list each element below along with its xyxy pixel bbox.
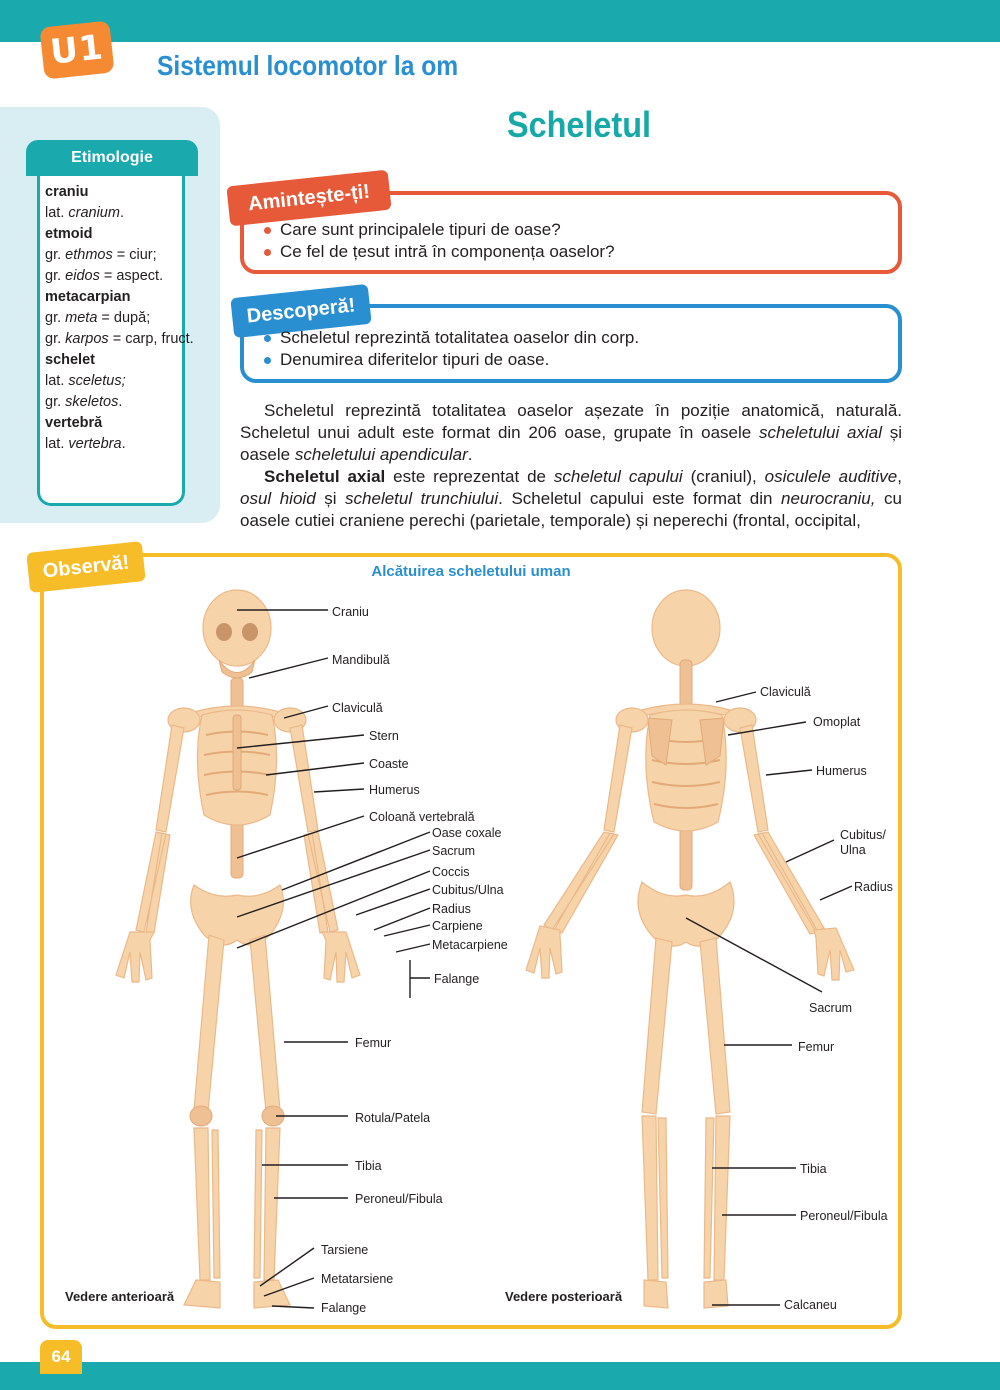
- label-radius: Radius: [854, 880, 893, 894]
- page-number: 64: [40, 1340, 82, 1374]
- etymology-suffix: = aspect.: [99, 268, 164, 284]
- page-title: Scheletul: [506, 104, 652, 145]
- observe-tag: Observă!: [26, 541, 146, 593]
- femur-shape: [700, 938, 730, 1114]
- etymology-prefix: lat.: [45, 373, 69, 389]
- eye-socket-shape: [216, 623, 232, 641]
- paragraph: [240, 466, 902, 532]
- skull-shape: [203, 590, 271, 666]
- bottom-color-bar: [0, 1362, 1000, 1390]
- discover-tag: Descoperă!: [230, 284, 371, 338]
- remember-tag: Amintește-ți!: [226, 170, 391, 227]
- etymology-entry: [45, 350, 195, 413]
- paragraph: [240, 400, 902, 466]
- label-peroneul-fibula: Peroneul/Fibula: [355, 1192, 443, 1206]
- discover-list: [262, 327, 639, 371]
- etymology-suffix: = carp, fruct.: [108, 331, 194, 347]
- lower-leg-shape: [642, 1116, 668, 1280]
- label-coloana-vertebrala: Coloană vertebrală: [369, 810, 475, 824]
- femur-shape: [250, 935, 280, 1112]
- anterior-skeleton: [116, 590, 360, 1308]
- label-tarsiene: Tarsiene: [321, 1243, 369, 1257]
- humerus-shape: [156, 725, 184, 832]
- etymology-suffix: = ciur;: [112, 247, 157, 263]
- etymology-line: [45, 308, 195, 329]
- forearm-shape: [136, 832, 170, 933]
- etymology-entry: [45, 182, 195, 224]
- etymology-term: schelet: [45, 352, 95, 368]
- text-run: scheletul capului: [553, 467, 683, 486]
- label-calcaneu: Calcaneu: [784, 1298, 837, 1312]
- leader-line: [266, 763, 364, 775]
- etymology-word: meta: [65, 310, 98, 326]
- label-femur: Femur: [355, 1036, 392, 1050]
- foot-shape: [644, 1280, 668, 1308]
- label-metacarpiene: Metacarpiene: [432, 938, 508, 952]
- humerus-shape: [740, 725, 768, 832]
- leader-line: [282, 832, 430, 890]
- label-oase-coxale: Oase coxale: [432, 826, 502, 840]
- label-craniu: Craniu: [332, 605, 369, 619]
- leader-line: [820, 886, 852, 900]
- list-item: Scheletul reprezintă totalitatea oaselor din corp.: [262, 327, 639, 349]
- label-sacrum: Sacrum: [809, 1001, 853, 1015]
- skeleton-figure: [44, 560, 900, 1326]
- top-color-bar: [0, 0, 1000, 42]
- label-rotula-patela: Rotula/Patela: [355, 1111, 431, 1125]
- label-falange-foot: Falange: [321, 1301, 367, 1315]
- label-omoplat: Omoplat: [813, 715, 861, 729]
- text-run: scheletului axial: [758, 423, 882, 442]
- leader-line: [384, 925, 430, 936]
- etymology-word: ethmos: [65, 247, 113, 263]
- list-item: Care sunt principalele tipuri de oase?: [262, 219, 615, 241]
- etymology-suffix: = după;: [97, 310, 151, 326]
- etymology-term: vertebră: [45, 415, 103, 431]
- etymology-word: skeletos: [65, 394, 119, 410]
- etymology-prefix: gr.: [45, 331, 66, 347]
- etymology-prefix: lat.: [45, 436, 69, 452]
- leader-bracket: [410, 960, 430, 998]
- leader-line: [356, 889, 430, 915]
- label-coccis: Coccis: [432, 865, 470, 879]
- forearm-shape: [754, 832, 824, 934]
- leader-line: [716, 692, 756, 702]
- label-radius: Radius: [432, 902, 471, 916]
- etymology-entry: [45, 224, 195, 287]
- etymology-word: karpos: [65, 331, 109, 347]
- etymology-suffix: .: [119, 205, 124, 221]
- etymology-line: [45, 371, 195, 392]
- leader-line: [249, 658, 328, 678]
- foot-shape: [184, 1280, 220, 1308]
- label-cubitus-ulna: Cubitus/Ulna: [432, 883, 504, 897]
- text-run: .: [467, 445, 473, 464]
- text-run: osiculele auditive: [764, 467, 898, 486]
- etymology-entry: [45, 287, 195, 350]
- text-run: cu oasele cutiei craniene perechi (parietale, temporale) și neperechi (frontal, occipital,: [240, 489, 903, 530]
- etymology-prefix: gr.: [45, 268, 66, 284]
- etymology-entry: [45, 413, 195, 455]
- leader-line: [272, 1306, 314, 1308]
- foot-shape: [254, 1280, 290, 1308]
- label-humerus: Humerus: [816, 764, 867, 778]
- label-metatarsiene: Metatarsiene: [321, 1272, 394, 1286]
- leader-line: [786, 840, 834, 862]
- leader-line: [766, 770, 812, 775]
- etymology-suffix: .: [118, 394, 123, 410]
- sternum-shape: [233, 715, 241, 790]
- hand-shape: [526, 926, 562, 978]
- list-item: Ce fel de țesut intră în componența oaselor?: [262, 241, 615, 263]
- etymology-line: [45, 245, 195, 266]
- text-run: scheletul trunchiului: [345, 489, 499, 508]
- skull-shape: [652, 590, 720, 666]
- etymology-term: etmoid: [45, 226, 93, 242]
- label-carpiene: Carpiene: [432, 919, 483, 933]
- lower-leg-shape: [704, 1116, 730, 1280]
- etymology-prefix: gr.: [45, 247, 66, 263]
- etymology-word: cranium: [68, 205, 120, 221]
- figure-title: Alcătuirea scheletului uman: [371, 563, 571, 580]
- etymology-header: Etimologie: [26, 140, 198, 176]
- text-run: (craniul),: [682, 467, 765, 486]
- text-run: ,: [897, 467, 902, 486]
- label-humerus: Humerus: [369, 783, 420, 797]
- etymology-word: vertebra: [68, 436, 122, 452]
- hand-shape: [322, 932, 360, 982]
- text-run: și: [315, 489, 346, 508]
- leader-line: [314, 789, 364, 792]
- forearm-shape: [304, 832, 338, 933]
- label-falange-hand: Falange: [434, 972, 480, 986]
- label-sacrum: Sacrum: [432, 844, 476, 858]
- hand-shape: [116, 932, 154, 982]
- patella-shape: [190, 1106, 212, 1126]
- text-run: Scheletul reprezintă totalitatea oaselor așezate în poziție anatomică, naturală. Scheletul unui adult este format din 206 oase, grupate în oasele: [240, 401, 902, 442]
- foot-shape: [704, 1280, 728, 1308]
- body-text: [240, 400, 902, 532]
- text-run: neurocraniu,: [780, 489, 876, 508]
- etymology-prefix: gr.: [45, 394, 66, 410]
- femur-shape: [194, 935, 224, 1112]
- label-clavicula: Claviculă: [332, 701, 383, 715]
- unit-badge: U1: [39, 20, 114, 79]
- label-peroneul-fibula: Peroneul/Fibula: [800, 1209, 888, 1223]
- text-run: scheletului apendicular: [294, 445, 468, 464]
- forearm-shape: [544, 832, 618, 933]
- etymology-word: sceletus;: [68, 373, 126, 389]
- etymology-line: [45, 434, 195, 455]
- label-stern: Stern: [369, 729, 399, 743]
- lower-leg-shape: [194, 1128, 220, 1280]
- label-cubitus: Cubitus/: [840, 828, 886, 842]
- hand-shape: [814, 928, 854, 980]
- text-run: . Scheletul capului este format din: [498, 489, 781, 508]
- etymology-suffix: .: [121, 436, 126, 452]
- femur-shape: [642, 938, 672, 1114]
- label-tibia: Tibia: [355, 1159, 382, 1173]
- label-ulna: Ulna: [840, 843, 866, 857]
- text-run: este reprezentat de: [385, 467, 554, 486]
- view-label-anterior: Vedere anterioară: [65, 1289, 175, 1304]
- etymology-line: [45, 266, 195, 287]
- list-item: Denumirea diferitelor tipuri de oase.: [262, 349, 639, 371]
- unit-title: Sistemul locomotor la om: [157, 50, 459, 81]
- leader-line: [396, 944, 430, 952]
- etymology-line: [45, 329, 195, 350]
- etymology-list: [45, 182, 195, 455]
- label-tibia: Tibia: [800, 1162, 827, 1176]
- view-label-posterior: Vedere posterioară: [505, 1289, 623, 1304]
- etymology-prefix: gr.: [45, 310, 66, 326]
- label-femur: Femur: [798, 1040, 835, 1054]
- etymology-term: metacarpian: [45, 289, 131, 305]
- humerus-shape: [604, 725, 632, 832]
- etymology-prefix: lat.: [45, 205, 69, 221]
- etymology-word: eidos: [65, 268, 100, 284]
- label-mandibula: Mandibulă: [332, 653, 390, 667]
- text-run: Scheletul axial: [264, 467, 386, 486]
- lower-leg-shape: [254, 1128, 280, 1280]
- label-coaste: Coaste: [369, 757, 409, 771]
- text-run: osul hioid: [240, 489, 316, 508]
- etymology-line: [45, 203, 195, 224]
- eye-socket-shape: [242, 623, 258, 641]
- label-clavicula: Claviculă: [760, 685, 811, 699]
- etymology-term: craniu: [45, 184, 89, 200]
- text-run: și oasele: [240, 423, 902, 464]
- etymology-line: [45, 392, 195, 413]
- remember-list: [262, 219, 615, 263]
- pelvis-shape: [191, 885, 284, 945]
